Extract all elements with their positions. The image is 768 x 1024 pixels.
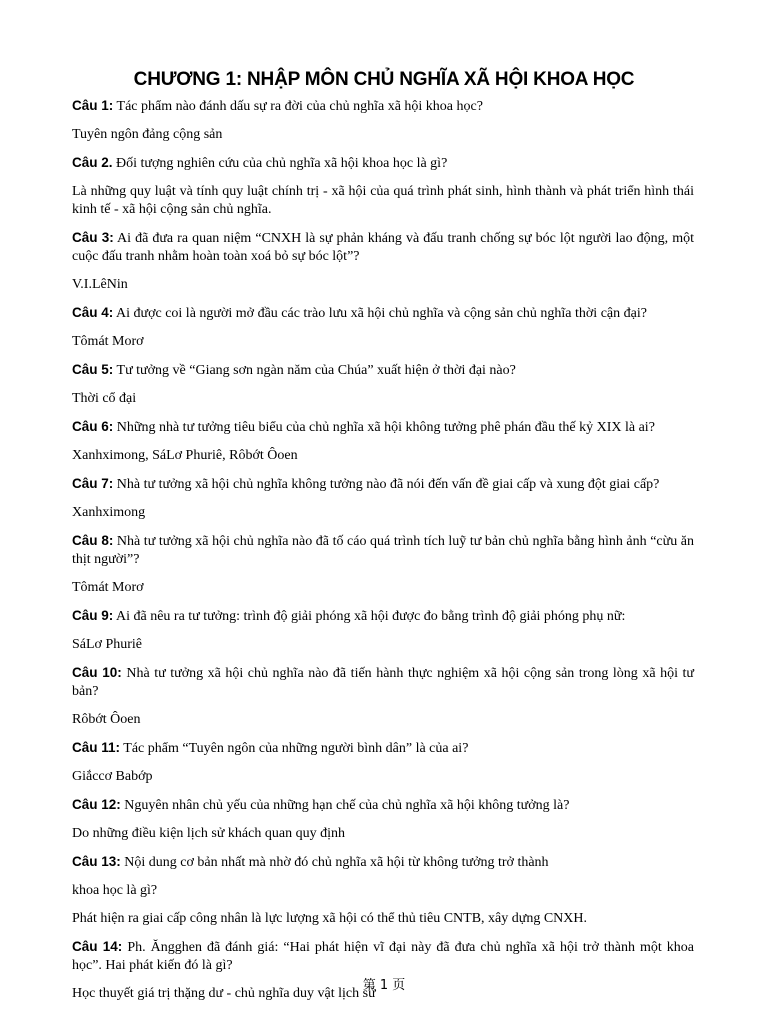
question-number: Câu 4: [72,305,114,320]
answer: Là những quy luật và tính quy luật chính trị - xã hội của quá trình phát sinh, hình thành và phát triển hình thái kinh tế - xã hội cộng sản chủ nghĩa. [72,184,694,217]
question [72,739,694,758]
question-number: Câu 11: [72,740,121,755]
question [72,532,694,569]
question-text: Nhà tư tưởng xã hội chủ nghĩa nào đã tố cáo quá trình tích luỹ tư bản chủ nghĩa bằng hình ảnh “cừu ăn thịt người”? [72,534,694,567]
question-number: Câu 8: [72,533,114,548]
question-number: Câu 2. [72,155,113,170]
question-text: Đối tượng nghiên cứu của chủ nghĩa xã hội khoa học là gì? [112,156,448,171]
question-text: Tác phẩm “Tuyên ngôn của những người bình dân” là của ai? [120,741,469,756]
answer: Rôbớt Ôoen [72,712,141,727]
question-text: Nội dung cơ bản nhất mà nhờ đó chủ nghĩa xã hội từ không tưởng trở thành [120,855,549,870]
question-number: Câu 12: [72,797,121,812]
answer: Giắccơ Babớp [72,769,153,784]
question-text: Tư tưởng về “Giang sơn ngàn năm của Chúa” xuất hiện ở thời đại nào? [113,363,516,378]
answer: SáLơ Phuriê [72,637,143,652]
answer: Thời cổ đại [72,391,137,406]
question-text: Ai đã nêu ra tư tưởng: trình độ giải phóng xã hội được đo bằng trình độ giải phóng phụ nữ: [113,609,626,624]
question [72,796,694,815]
answer: Phát hiện ra giai cấp công nhân là lực lượng xã hội có thể thủ tiêu CNTB, xây dựng CNXH. [72,911,588,926]
question-number: Câu 14: [72,939,123,954]
question [72,938,694,975]
question-text: Nhà tư tưởng xã hội chủ nghĩa không tưởng nào đã nói đến vấn đề giai cấp và xung đột giai cấp? [113,477,660,492]
answer: Tômát Morơ [72,334,144,349]
question-text: Ph. Ăngghen đã đánh giá: “Hai phát hiện vĩ đại này đã đưa chủ nghĩa xã hội trở thành một khoa học”. Hai phát kiến đó là gì? [72,940,694,973]
question-text: Những nhà tư tưởng tiêu biểu của chủ nghĩa xã hội không tưởng phê phán đầu thế kỷ XIX là ai? [113,420,655,435]
page-title: CHƯƠNG 1: NHẬP MÔN CHỦ NGHĨA XÃ HỘI KHOA HỌC [133,69,635,90]
question-text: Ai được coi là người mở đầu các trào lưu xã hội chủ nghĩa và cộng sản chủ nghĩa thời cận đại? [113,306,647,321]
answer: Xanhximong [72,505,146,520]
question-text: Nhà tư tưởng xã hội chủ nghĩa nào đã tiến hành thực nghiệm xã hội cộng sản trong lòng xã hội tư bản? [72,666,694,699]
question-number: Câu 10: [72,665,122,680]
question [72,361,694,380]
question [72,853,694,872]
question-text: Tác phẩm nào đánh dấu sự ra đời của chủ nghĩa xã hội khoa học? [113,99,483,114]
qa-list [72,97,694,1013]
answer: Tuyên ngôn đảng cộng sản [72,127,223,142]
page-footer: 第 1 页 [362,978,406,993]
question [72,229,694,266]
question-number: Câu 7: [72,476,114,491]
question-text: Nguyên nhân chủ yếu của những hạn chế của chủ nghĩa xã hội không tưởng là? [120,798,570,813]
answer: Học thuyết giá trị thặng dư - chủ nghĩa duy vật lịch sử [72,986,376,1001]
question-number: Câu 6: [72,419,114,434]
question [72,154,694,173]
question [72,418,694,437]
question-text: Ai đã đưa ra quan niệm “CNXH là sự phản kháng và đấu tranh chống sự bóc lột người lao động, một cuộc đấu tranh nhằm hoàn toàn xoá bỏ sự bóc lột”? [72,231,694,264]
answer: Xanhximong, SáLơ Phuriê, Rôbớt Ôoen [72,448,298,463]
question [72,664,694,701]
question [72,475,694,494]
question-continuation: khoa học là gì? [72,883,158,898]
question-number: Câu 3: [72,230,114,245]
question-number: Câu 13: [72,854,121,869]
answer: Do những điều kiện lịch sử khách quan quy định [72,826,345,841]
question [72,607,694,626]
question [72,304,694,323]
question-number: Câu 9: [72,608,114,623]
answer: Tômát Morơ [72,580,144,595]
question [72,97,694,116]
question-number: Câu 1: [72,98,114,113]
answer: V.I.LêNin [72,277,128,292]
question-number: Câu 5: [72,362,114,377]
